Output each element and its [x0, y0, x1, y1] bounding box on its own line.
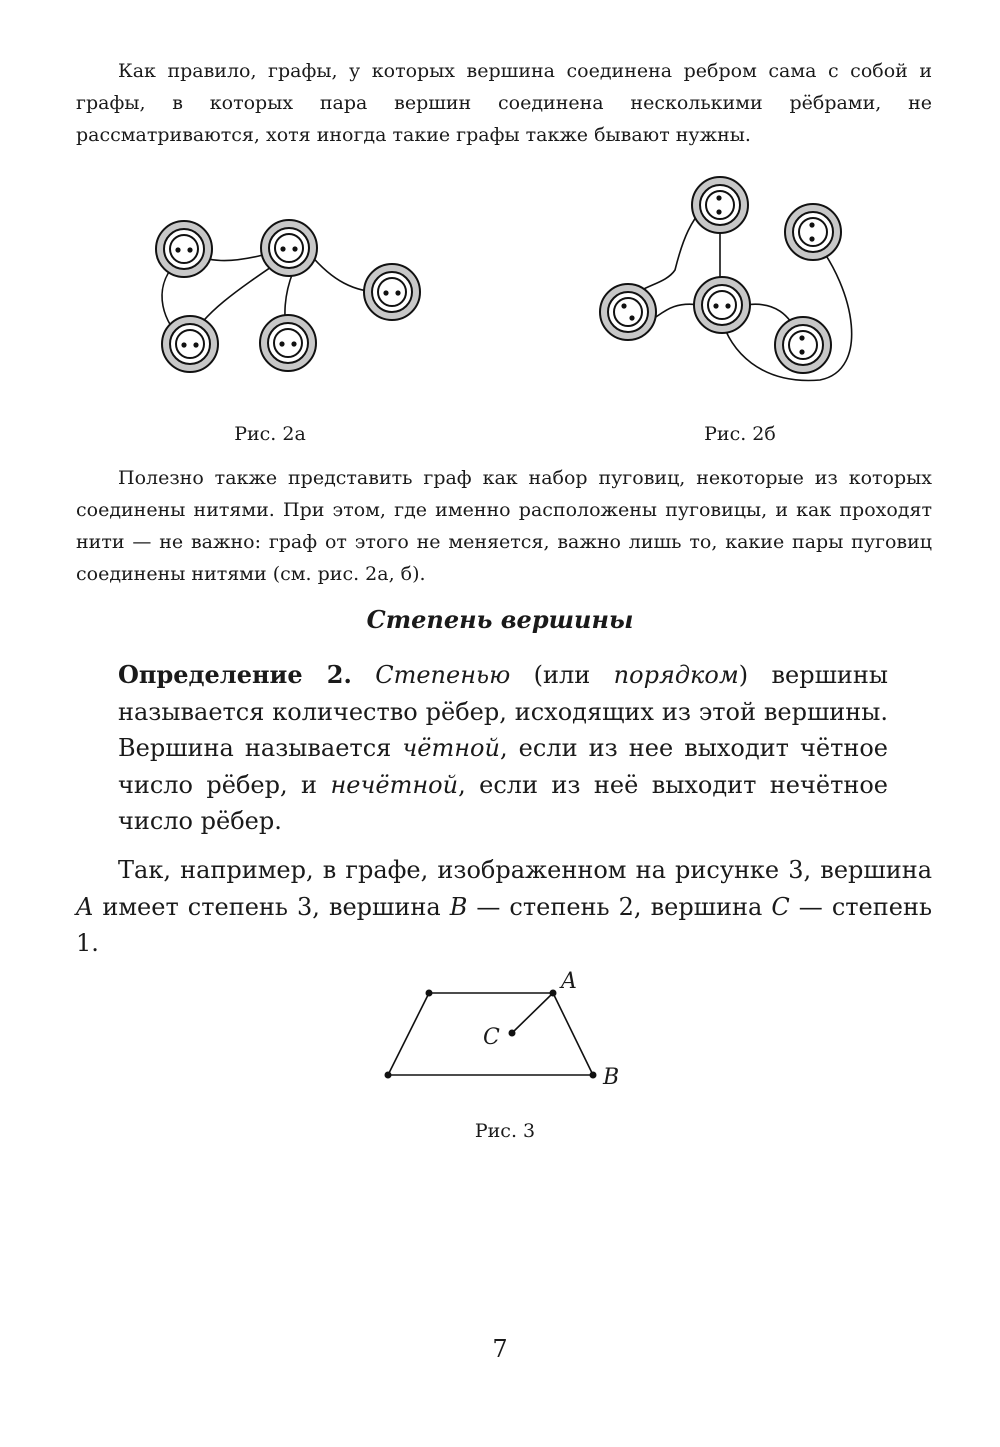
- fig2a-caption: Рис. 2а: [234, 423, 306, 445]
- label-b: B: [603, 1065, 620, 1090]
- example-text-1: Так, например, в графе, изображенном на рисунке 3, вершина: [118, 856, 932, 884]
- definition-text-4: , если из нее выходит чётное число рёбер, и: [118, 734, 889, 799]
- definition-term-odd: нечётной: [330, 770, 459, 799]
- example-vertex-c: C: [771, 892, 790, 921]
- vertex-top-left: [426, 990, 433, 997]
- edge-left: [388, 993, 429, 1075]
- definition-term-order: порядком: [613, 661, 739, 689]
- example-text-4: — степень 1.: [76, 892, 933, 957]
- example-text-2: имеет степень 3, вершина: [93, 892, 450, 921]
- label-c: C: [483, 1025, 500, 1050]
- definition-label: Определение 2.: [118, 660, 352, 689]
- edge-a-b: [553, 993, 593, 1075]
- label-a: A: [561, 969, 577, 994]
- definition-text-3: ) вершины называется количество рёбер, исходящих из этой вершины. Вершина называется: [118, 661, 888, 762]
- intro-paragraph: Как правило, графы, у которых вершина соединена ребром сама с собой и графы, в которых пара вершин соединена несколькими рёбрами, не рассматриваются, хотя иногда такие графы также бывают нужны.: [76, 60, 932, 146]
- vertex-c: [509, 1030, 516, 1037]
- definition-text-2: (или: [510, 661, 614, 689]
- example-text-3: — степень 2, вершина: [467, 892, 772, 921]
- example-vertex-b: B: [449, 892, 468, 921]
- buttons-paragraph: Полезно также представить граф как набор пуговиц, некоторые из которых соединены нитями. При этом, где именно расположены пуговицы, и как проходят нити — не важно: граф от этого не меняется, важно лишь то, какие пары пуговиц соединены нитями (см. рис. 2а, б).: [76, 467, 932, 585]
- vertex-b: [590, 1072, 597, 1079]
- example-vertex-a: A: [76, 892, 94, 921]
- fig3-caption: Рис. 3: [474, 1120, 536, 1142]
- definition-text-5: , если из неё выходит нечётное число рёбер.: [118, 770, 888, 835]
- section-title: Степень вершины: [366, 605, 634, 634]
- edge-a-c: [512, 993, 553, 1033]
- fig2b-caption: Рис. 2б: [704, 423, 776, 445]
- vertex-a: [550, 990, 557, 997]
- definition-term-even: чётной: [402, 734, 500, 762]
- vertex-bottom-left: [385, 1072, 392, 1079]
- page-number: 7: [492, 1335, 508, 1363]
- definition-term-degree: Степенью: [375, 661, 511, 689]
